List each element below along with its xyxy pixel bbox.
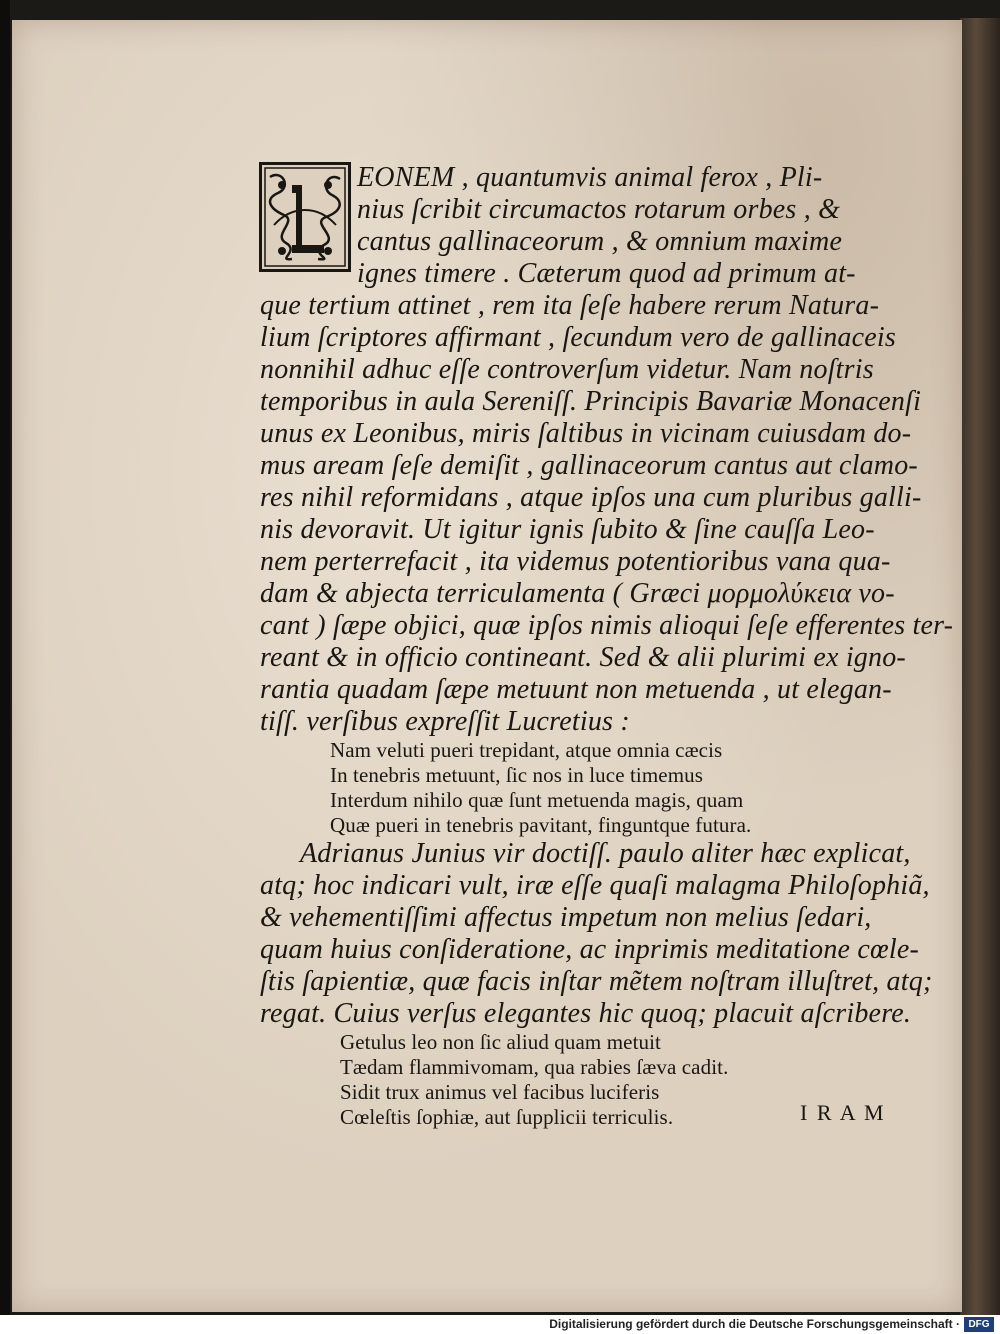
text-line: ſtis ſapientiæ, quæ facis inſtar mẽtem noſtram illuſtret, atq; (260, 966, 933, 997)
decorated-initial (259, 162, 351, 272)
ornament-icon (262, 165, 348, 269)
text-line: cant ) ſæpe objici, quæ ipſos nimis alioqui ſeſe efferentes ter- (260, 610, 954, 641)
verse-line: Cœleſtis ſophiæ, aut ſupplicii terriculis. (340, 1105, 674, 1129)
text-line: atq; hoc indicari vult, iræ eſſe quaſi malagma Philoſophiã, (260, 870, 930, 901)
text-line: nis devoravit. Ut igitur ignis ſubito & ſine cauſſa Leo- (260, 514, 875, 545)
text-line: tiſſ. verſibus expreſſit Lucretius : (260, 706, 630, 737)
catchword: I R A M (800, 1100, 886, 1125)
text-line: res nihil reformidans , atque ipſos una cum pluribus galli- (260, 482, 922, 513)
verse-line: In tenebris metuunt, ſic nos in luce timemus (330, 763, 703, 787)
text-line: nem perterrefacit , ita videmus potentioribus vana qua- (260, 546, 891, 577)
verse-line: Quæ pueri in tenebris pavitant, finguntque futura. (330, 813, 752, 837)
text-line: reant & in officio contineant. Sed & alii plurimi ex igno- (260, 642, 906, 673)
text-line: rantia quadam ſæpe metuunt non metuenda , ut elegan- (260, 674, 892, 705)
text-line: dam & abjecta terriculamenta ( Græci μορμολύκεια vo- (260, 578, 895, 609)
text-line: & vehementiſſimi affectus impetum non melius ſedari, (260, 902, 872, 933)
verse-line: Tædam flammivomam, qua rabies ſæva cadit. (340, 1055, 729, 1079)
text-line: que tertium attinet , rem ita ſeſe habere rerum Natura- (260, 290, 880, 321)
text-line: ignes timere . Cæterum quod ad primum at- (357, 258, 856, 289)
text-line: lium ſcriptores affirmant , ſecundum vero de gallinaceis (260, 322, 896, 353)
text-line: temporibus in aula Sereniſſ. Principis Bavariæ Monacenſi (260, 386, 922, 417)
verse-line: Interdum nihilo quæ ſunt metuenda magis, quam (330, 788, 744, 812)
text-line: nonnihil adhuc eſſe controverſum videtur. Nam noſtris (260, 354, 874, 385)
book-fore-edge (960, 18, 1000, 1315)
digitization-footer (0, 1315, 1000, 1334)
dfg-logo-icon: DFG (964, 1317, 994, 1332)
verse-line: Getulus leo non ſic aliud quam metuit (340, 1030, 661, 1054)
text-line: Adrianus Junius vir doctiſſ. paulo aliter hæc explicat, (300, 838, 911, 869)
text-line: quam huius conſideratione, ac inprimis meditatione cœle- (260, 934, 920, 965)
verse-line: Sidit trux animus vel facibus luciferis (340, 1080, 660, 1104)
text-line: nius ſcribit circumactos rotarum orbes , & (357, 194, 841, 225)
verse-line: Nam veluti pueri trepidant, atque omnia cæcis (330, 738, 723, 762)
text-line: regat. Cuius verſus elegantes hic quoq; placuit aſcribere. (260, 998, 912, 1029)
footer-credit: Digitalisierung gefördert durch die Deutsche Forschungsgemeinschaft · (549, 1317, 960, 1331)
text-line: unus ex Leonibus, miris ſaltibus in vicinam cuiusdam do- (260, 418, 912, 449)
text-line: cantus gallinaceorum , & omnium maxime (357, 226, 843, 257)
scan-left-edge (0, 0, 10, 1315)
text-line: EONEM , quantumvis animal ferox , Pli- (357, 162, 823, 193)
text-line: mus aream ſeſe demiſit , gallinaceorum cantus aut clamo- (260, 450, 918, 481)
